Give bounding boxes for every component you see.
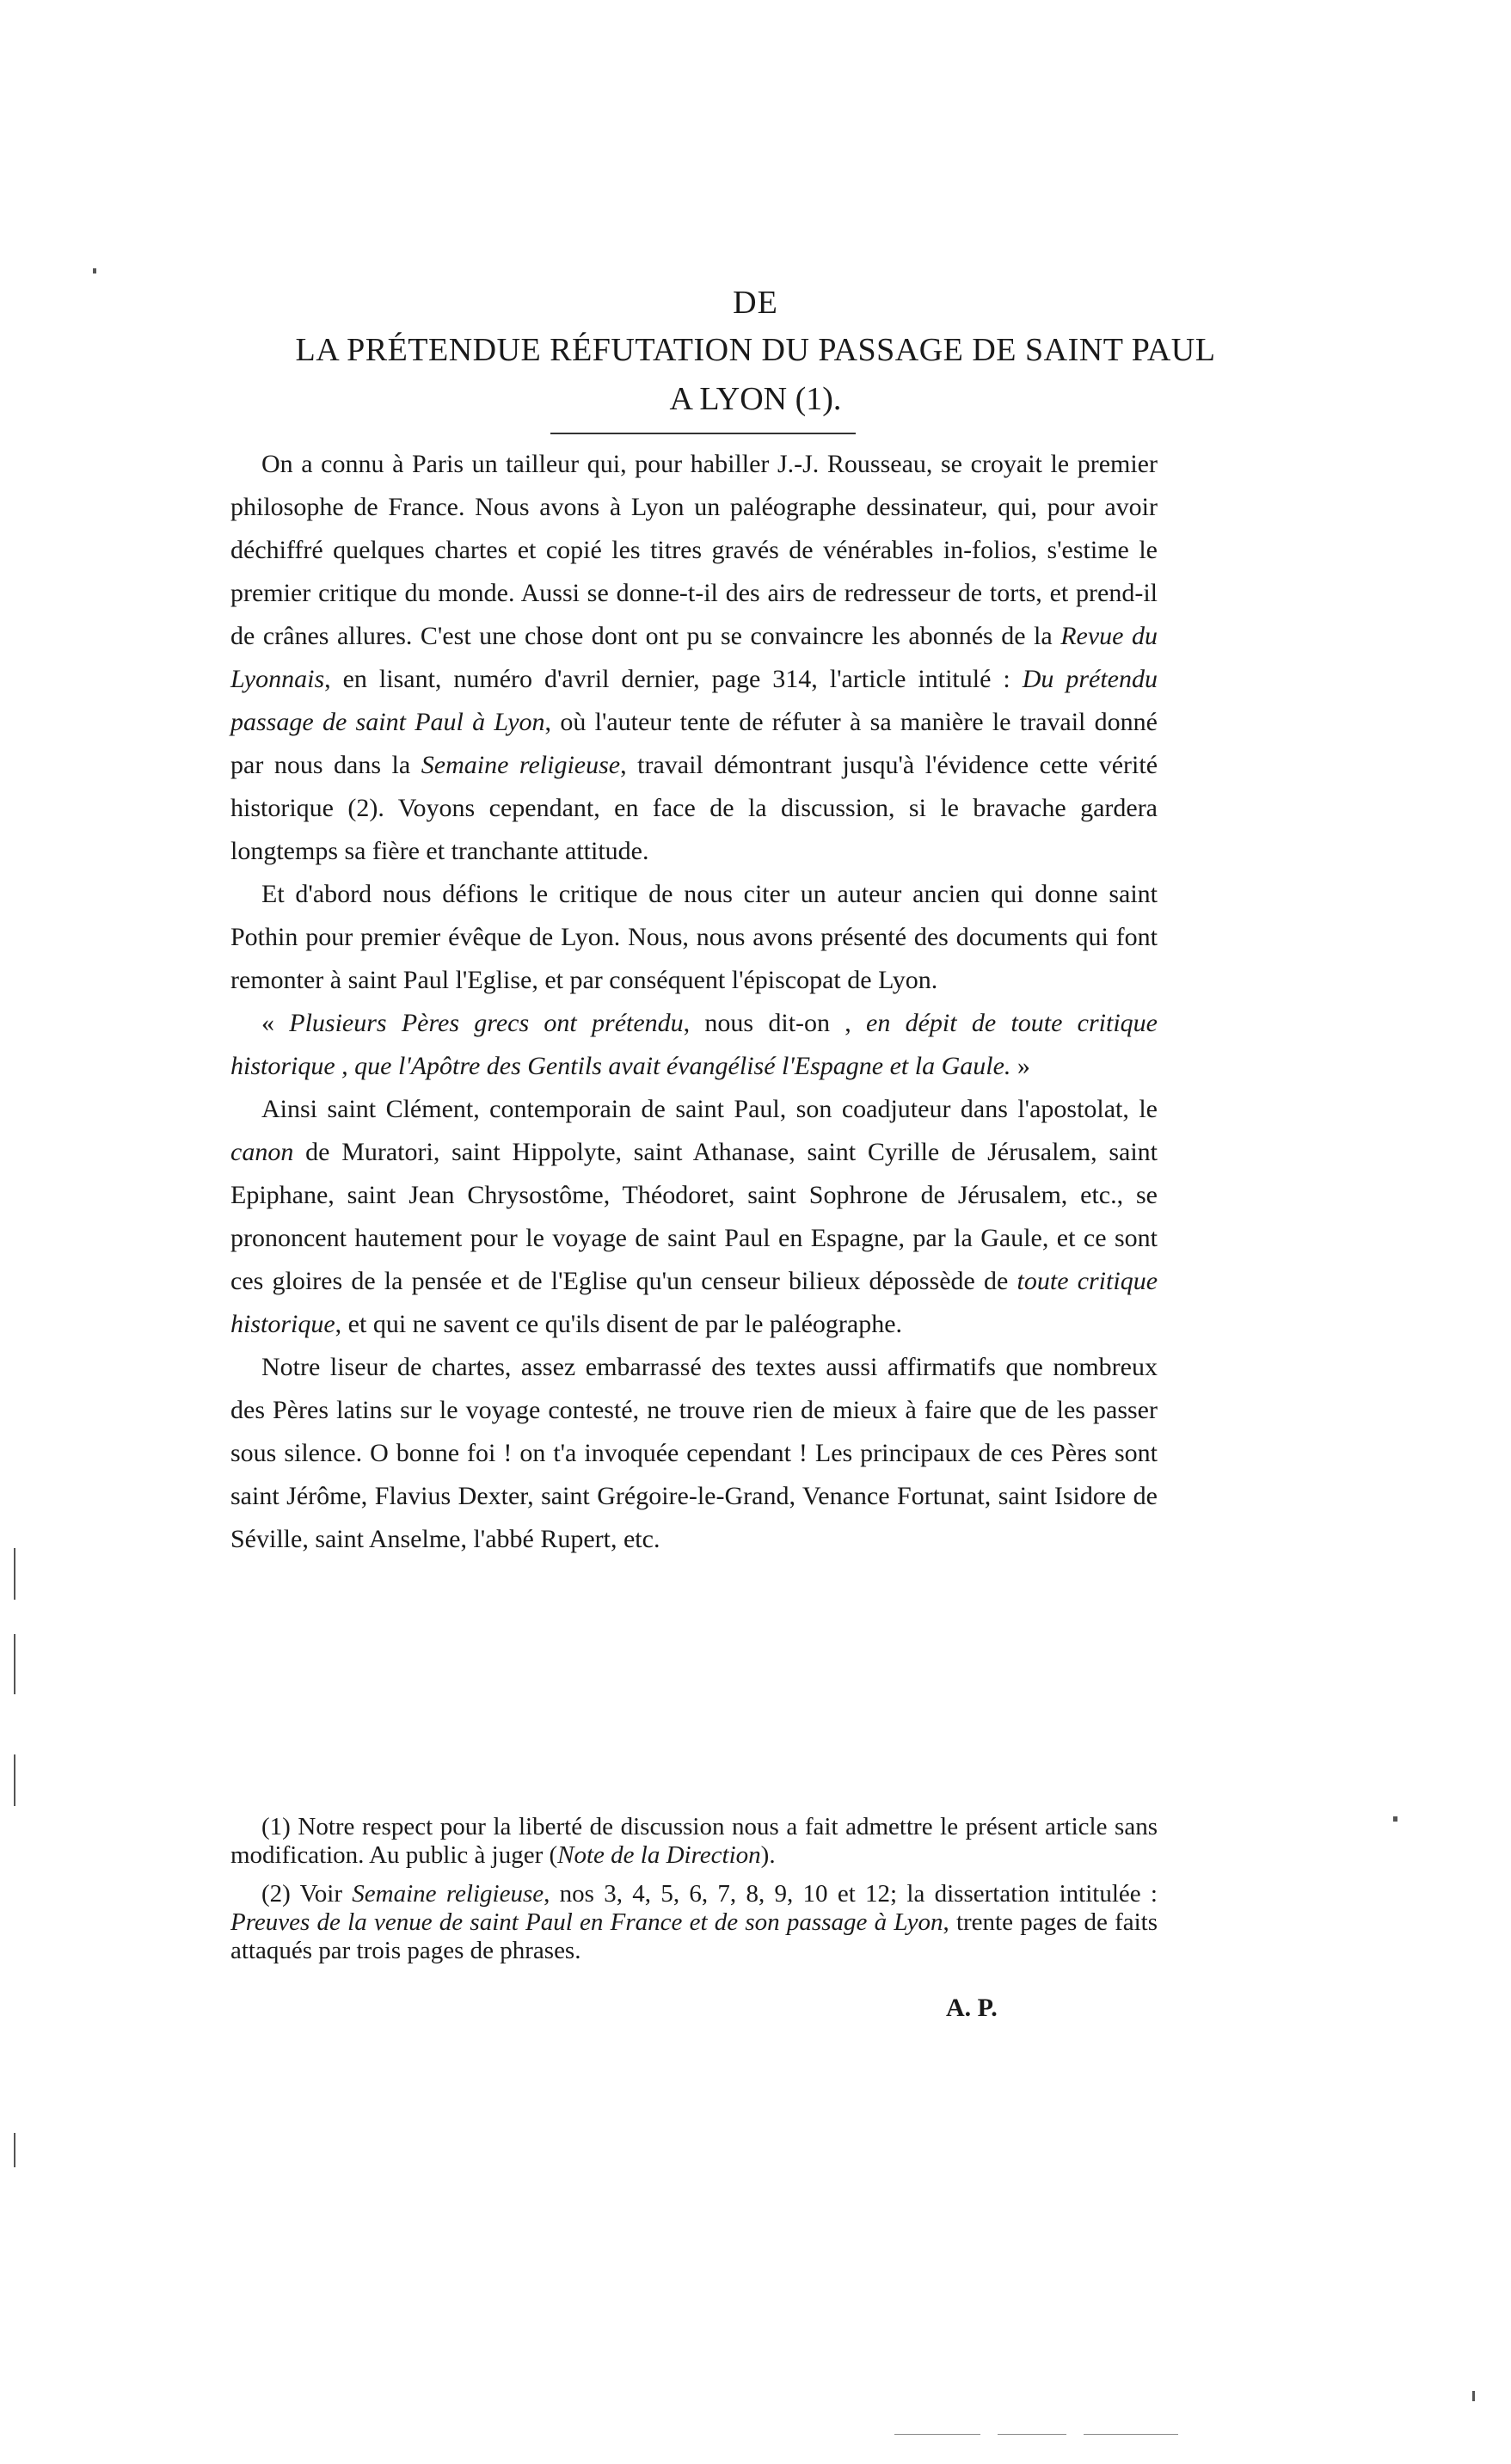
paragraph-2: Et d'abord nous défions le critique de nous citer un auteur ancien qui donne saint Pothin pour premier évêque de Lyon. Nous, nous avons présenté des documents qui font remonter à saint Paul l'Eglise, et par conséquent l'épiscopat de Lyon. (230, 880, 1158, 994)
footnote-2-text-c: , trente pages de faits attaqués par trois pages de phrases. (230, 1908, 1158, 1964)
scan-bottom-line (1084, 2434, 1178, 2435)
scan-bottom-line (998, 2434, 1066, 2435)
quote-part-b: , nous dit-on , (683, 1009, 867, 1037)
canon-term: canon (230, 1138, 294, 1166)
footnote-2-text-a: (2) Voir (261, 1880, 353, 1908)
article-title-prefix: DE (733, 285, 778, 321)
scan-speck (1472, 2391, 1475, 2401)
scan-bottom-line (894, 2434, 980, 2435)
paragraph-1-text-c: , où l'auteur tente de réfuter à sa manière le travail donné par nous dans la (230, 708, 1158, 779)
footnote-1-text-b: ). (760, 1841, 776, 1869)
article-reference-title: Du prétendu passage de saint Paul à Lyon (230, 665, 1158, 736)
paragraph-1-text-a: On a connu à Paris un tailleur qui, pour habiller J.-J. Rousseau, se croyait le premier philosophe de France. Nous avons à Lyon un paléographe dessinateur, qui, pour avoir déchiffré quelques chartes et copié les titres gravés de vénérables in-folios, s'estime le premier critique du monde. Aussi se donne-t-il des airs de redresseur de torts, et prend-il de crânes allures. C'est une chose dont ont pu se convaincre les abonnés de la (230, 450, 1158, 650)
footnote-1-text-a: (1) Notre respect pour la liberté de discussion nous a fait admettre le présent article sans modification. Au public à juger ( (230, 1813, 1158, 1869)
paragraph-4-text-b: de Muratori, saint Hippolyte, saint Athanase, saint Cyrille de Jérusalem, saint Epiphane, saint Jean Chrysostôme, Théodoret, saint Sophrone de Jérusalem, etc., se prononcent hautement pour le voyage de saint Paul en Espagne, par la Gaule, et ce sont ces gloires de la pensée et de l'Eglise qu'un censeur bilieux dépossède de (230, 1138, 1158, 1295)
article-body (230, 443, 1158, 1561)
footnote-1-direction: Note de la Direction (557, 1841, 761, 1869)
quote-part-a: Plusieurs Pères grecs ont prétendu (289, 1009, 684, 1037)
revue-title: Revue du Lyonnais (230, 622, 1158, 693)
paragraph-1 (230, 443, 1158, 873)
footnote-2-semaine: Semaine religieuse (352, 1880, 544, 1908)
paragraph-4 (230, 1088, 1158, 1346)
scan-margin-line (14, 1754, 15, 1806)
scan-margin-line (14, 1548, 15, 1600)
scan-speck (93, 268, 96, 273)
footnote-1 (230, 1813, 1158, 1870)
paragraph-3-quote (230, 1002, 1158, 1088)
article-title: LA PRÉTENDUE RÉFUTATION DU PASSAGE DE SAINT PAUL (295, 332, 1216, 368)
paragraph-1-text-b: , en lisant, numéro d'avril dernier, page 314, l'article intitulé : (324, 665, 1023, 693)
scan-margin-line (14, 1634, 15, 1694)
title-rule (550, 433, 856, 434)
quote-open-mark: « (261, 1009, 290, 1037)
paragraph-4-text-a: Ainsi saint Clément, contemporain de saint Paul, son coadjuteur dans l'apostolat, le (261, 1095, 1158, 1123)
paragraph-5: Notre liseur de chartes, assez embarrassé des textes aussi affirmatifs que nombreux des Pères latins sur le voyage contesté, ne trouve rien de mieux à faire que de les passer sous silence. O bonne foi ! on t'a invoquée cependant ! Les principaux de ces Pères sont saint Jérôme, Flavius Dexter, saint Grégoire-le-Grand, Venance Fortunat, saint Isidore de Séville, saint Anselme, l'abbé Rupert, etc. (230, 1353, 1158, 1553)
scan-speck (1393, 1816, 1397, 1822)
paragraph-4-text-c: , et qui ne savent ce qu'ils disent de par le paléographe. (335, 1310, 903, 1338)
critique-term: toute critique historique (230, 1267, 1158, 1338)
quote-close-mark: » (1010, 1052, 1030, 1080)
footnote-2-text-b: , nos 3, 4, 5, 6, 7, 8, 9, 10 et 12; la dissertation intitulée : (544, 1880, 1158, 1908)
scan-margin-line (14, 2133, 15, 2167)
footnotes (230, 1813, 1158, 1976)
paragraph-1-text-d: , travail démontrant jusqu'à l'évidence cette vérité historique (2). Voyons cependant, en face de la discussion, si le bravache gardera longtemps sa fière et tranchante attitude. (230, 751, 1158, 865)
article-title-line2: A LYON (1). (669, 381, 842, 417)
quote-part-c: en dépit de toute critique historique , que l'Apôtre des Gentils avait évangélisé l'Espagne et la Gaule. (230, 1009, 1158, 1080)
footnote-2 (230, 1880, 1158, 1965)
author-signature: A. P. (946, 1994, 998, 2022)
semaine-title: Semaine religieuse (421, 751, 621, 779)
footnote-2-preuves-title: Preuves de la venue de saint Paul en France et de son passage à Lyon (230, 1908, 943, 1936)
